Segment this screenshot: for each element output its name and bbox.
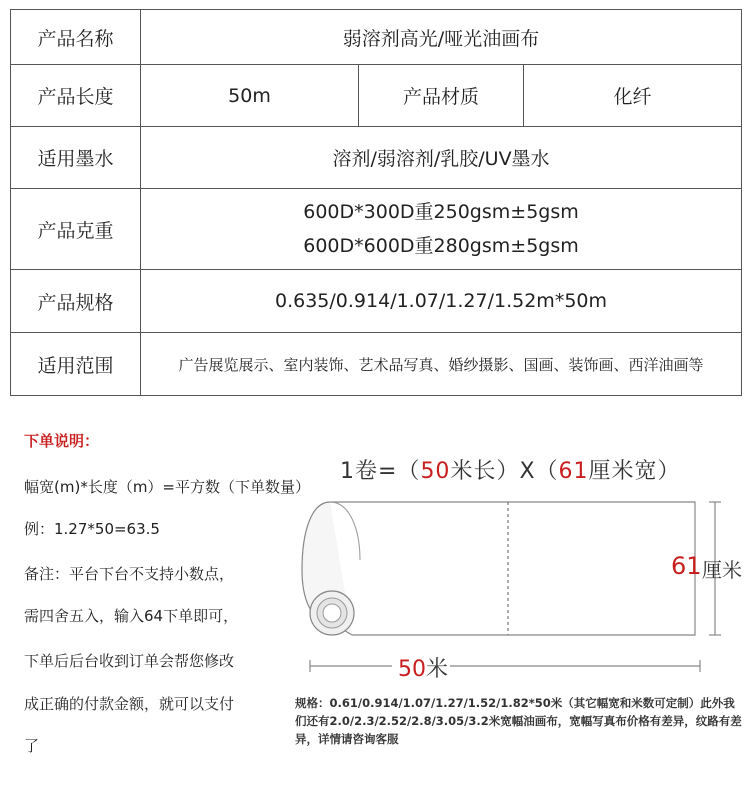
- spec-label: 产品规格: [11, 270, 141, 333]
- weight-line-1: 600D*300D重250gsm±5gsm: [303, 201, 579, 223]
- height-number: 61: [671, 552, 702, 580]
- scope-label: 适用范围: [11, 333, 141, 396]
- width-number: 50: [398, 657, 426, 682]
- title-length-num: 50: [420, 459, 451, 484]
- width-label: [398, 652, 448, 683]
- weight-label: 产品克重: [11, 189, 141, 270]
- notes-line: 例：1.27*50=63.5: [24, 520, 160, 538]
- spec-value: 0.635/0.914/1.07/1.27/1.52m*50m: [141, 270, 742, 333]
- title-length-unit: 米长）X（: [450, 459, 559, 484]
- notes-line: 下单后后台收到订单会帮您修改: [24, 652, 235, 670]
- name-label: 产品名称: [11, 10, 141, 65]
- roll-title: [340, 454, 681, 485]
- material-value: 化纤: [524, 65, 742, 127]
- roll-core: [323, 604, 341, 622]
- spec-table: [10, 9, 742, 396]
- canvas-sheet: [330, 502, 695, 635]
- weight-line-2: 600D*600D重280gsm±5gsm: [303, 235, 579, 257]
- row-length: [11, 65, 742, 127]
- spec-note: 规格：0.61/0.914/1.07/1.27/1.52/1.82*50米（其它幅宽和米数可定制）此外我们还有2.0/2.3/2.52/2.8/3.05/3.2米宽幅油画布，宽幅写真布价格有差异，纹路有差异，详情请咨询客服: [295, 696, 742, 746]
- roll-diagram: [290, 450, 750, 800]
- order-notes: [24, 430, 310, 755]
- width-unit: 米: [426, 657, 449, 682]
- notes-line: 了: [24, 737, 40, 755]
- row-weight: [11, 189, 742, 270]
- title-prefix: 1卷=（: [340, 459, 421, 484]
- notes-title: 下单说明：: [24, 432, 100, 450]
- row-spec: [11, 270, 742, 333]
- row-ink: [11, 127, 742, 189]
- length-label: 产品长度: [11, 65, 141, 127]
- row-scope: [11, 333, 742, 396]
- ink-value: 溶剂/弱溶剂/乳胶/UV墨水: [141, 127, 742, 189]
- notes-line: 成正确的付款金额，就可以支付: [24, 695, 235, 713]
- title-width-unit: 厘米宽）: [588, 459, 681, 484]
- notes-line: 幅宽(m)*长度（m）=平方数（下单数量）: [24, 478, 310, 496]
- row-name: [11, 10, 742, 65]
- scope-value: 广告展览展示、室内装饰、艺术品写真、婚纱摄影、国画、装饰画、西洋油画等: [141, 333, 742, 396]
- height-unit: 厘米: [702, 558, 742, 582]
- length-value: 50m: [141, 65, 359, 127]
- material-label: 产品材质: [359, 65, 524, 127]
- name-value: 弱溶剂高光/哑光油画布: [141, 10, 742, 65]
- weight-value: [141, 189, 742, 270]
- notes-line: 备注：平台下台不支持小数点，: [24, 565, 235, 583]
- notes-line: 需四舍五入，输入64下单即可，: [24, 607, 239, 625]
- title-width-num: 61: [558, 459, 589, 484]
- ink-label: 适用墨水: [11, 127, 141, 189]
